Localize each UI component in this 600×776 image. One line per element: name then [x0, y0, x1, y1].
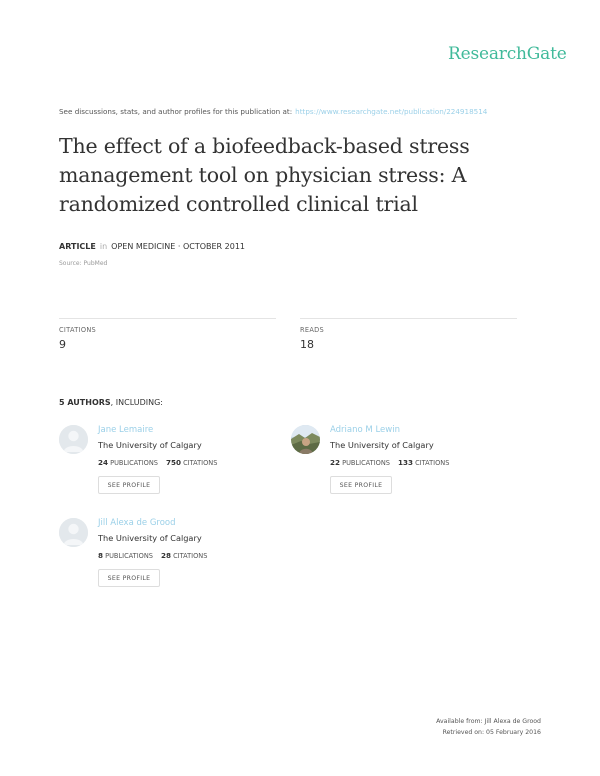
citations-count: 750: [165, 458, 181, 467]
discussions-notice: [59, 107, 487, 116]
reads-count: 18: [300, 338, 314, 351]
journal-info: OPEN MEDICINE · OCTOBER 2011: [111, 242, 246, 251]
author-stats: [98, 551, 207, 560]
photo-avatar-icon[interactable]: [291, 425, 320, 454]
article-meta: [59, 242, 245, 251]
researchgate-logo[interactable]: ResearchGate: [448, 44, 567, 64]
publications-count: 22: [330, 458, 341, 467]
see-profile-button[interactable]: SEE PROFILE: [98, 476, 160, 494]
meta-in: in: [99, 242, 108, 251]
publications-count: 8: [98, 551, 104, 560]
author-institution[interactable]: The University of Calgary: [330, 440, 434, 450]
source-label: Source: PubMed: [59, 260, 108, 267]
citations-count: 9: [59, 338, 66, 351]
citations-label: CITATIONS: [173, 552, 208, 560]
title-line: randomized controlled clinical trial: [59, 192, 418, 216]
discussions-text: See discussions, stats, and author profiles for this publication at:: [59, 107, 293, 116]
citations-divider: [59, 318, 276, 319]
author-name[interactable]: Jill Alexa de Grood: [98, 518, 176, 528]
publications-count: 24: [98, 458, 109, 467]
author-stats: [330, 458, 449, 467]
publications-label: PUBLICATIONS: [110, 459, 158, 467]
author-name[interactable]: Jane Lemaire: [98, 425, 154, 435]
retrieved-on: Retrieved on: 05 February 2016: [442, 729, 541, 736]
see-profile-button[interactable]: SEE PROFILE: [330, 476, 392, 494]
citations-count: 28: [160, 551, 171, 560]
article-type: ARTICLE: [59, 242, 96, 251]
authors-suffix: , INCLUDING:: [110, 398, 163, 407]
author-institution[interactable]: The University of Calgary: [98, 440, 202, 450]
publication-link[interactable]: https://www.researchgate.net/publication/224918514: [295, 107, 488, 116]
see-profile-button[interactable]: SEE PROFILE: [98, 569, 160, 587]
publications-label: PUBLICATIONS: [105, 552, 153, 560]
authors-count: 5 AUTHORS: [59, 398, 111, 407]
title-line: The effect of a biofeedback-based stress: [59, 134, 470, 158]
citations-label: CITATIONS: [415, 459, 450, 467]
title-line: management tool on physician stress: A: [59, 163, 467, 187]
reads-divider: [300, 318, 517, 319]
author-institution[interactable]: The University of Calgary: [98, 533, 202, 543]
page-title: [59, 132, 489, 219]
available-from: Available from: Jill Alexa de Grood: [436, 718, 541, 725]
citations-label: CITATIONS: [59, 326, 97, 334]
default-user-icon[interactable]: [59, 425, 88, 454]
citations-count: 133: [397, 458, 413, 467]
publications-label: PUBLICATIONS: [342, 459, 390, 467]
author-card: [59, 518, 299, 598]
author-stats: [98, 458, 217, 467]
citations-label: CITATIONS: [183, 459, 218, 467]
author-card: [291, 425, 531, 505]
author-card: [59, 425, 299, 505]
reads-label: READS: [300, 326, 325, 334]
default-user-icon[interactable]: [59, 518, 88, 547]
author-name[interactable]: Adriano M Lewin: [330, 425, 400, 435]
authors-heading: [59, 398, 163, 407]
